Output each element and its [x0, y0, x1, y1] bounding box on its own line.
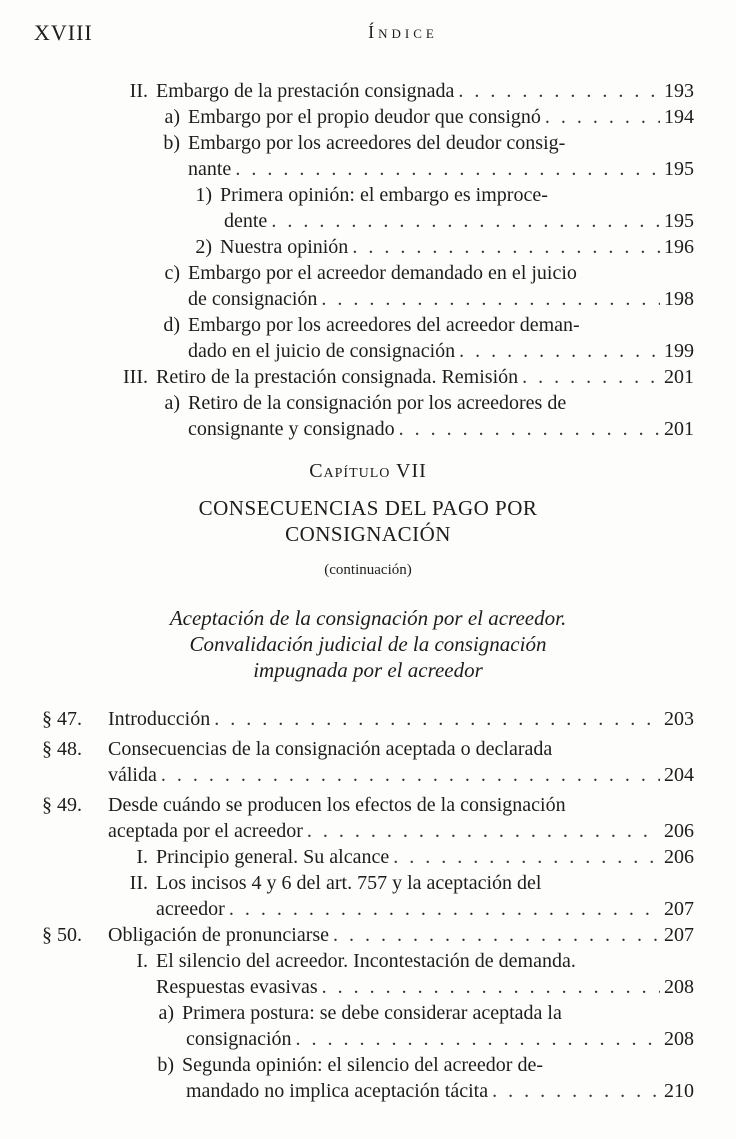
index-entry-line1	[146, 130, 565, 156]
leader-dots	[271, 208, 660, 234]
entry-page: 208	[664, 976, 694, 998]
index-entry-line1	[42, 736, 552, 762]
index-entry	[188, 416, 694, 442]
entry-text: Retiro de la prestación consignada. Remisión	[156, 366, 519, 388]
index-entry-line1	[146, 390, 566, 416]
leader-dots	[321, 286, 660, 312]
entry-page: 198	[664, 288, 694, 310]
index-entry	[188, 234, 694, 260]
entry-text: consignante y consignado	[188, 418, 395, 440]
index-entry	[188, 338, 694, 364]
leader-dots	[545, 104, 660, 130]
leader-dots	[333, 922, 660, 948]
entry-text: dado en el juicio de consignación	[188, 340, 456, 362]
chapter-heading: Capítulo VII	[309, 460, 427, 482]
index-entry-line1	[146, 312, 580, 338]
entry-label: 1)	[195, 184, 212, 206]
index-entry	[188, 156, 694, 182]
entry-text-line1: Los incisos 4 y 6 del art. 757 y la aceptación del	[156, 872, 542, 894]
entry-text: nante	[188, 158, 232, 180]
entry-text: Embargo de la prestación consignada	[156, 80, 455, 102]
entry-label: § 50.	[42, 924, 82, 946]
entry-page: 196	[664, 236, 694, 258]
entry-page: 203	[664, 708, 694, 730]
index-entry	[108, 818, 694, 844]
entry-label: b)	[157, 1054, 174, 1076]
entry-label: c)	[164, 262, 180, 284]
entry-text-line1: Segunda opinión: el silencio del acreedor de-	[182, 1054, 543, 1076]
leader-dots	[161, 762, 660, 788]
leader-dots	[322, 974, 660, 1000]
chapter-subtitle-line1: Aceptación de la consignación por el acreedor.	[169, 606, 567, 630]
chapter-subtitle-line2: Convalidación judicial de la consignación	[189, 632, 547, 656]
entry-label: III.	[123, 366, 148, 388]
leader-dots	[393, 844, 660, 870]
entry-text: aceptada por el acreedor	[108, 820, 303, 842]
chapter-continuation: (continuación)	[324, 562, 412, 578]
index-entry-line1	[114, 870, 541, 896]
entry-label: a)	[164, 106, 180, 128]
entry-text: consignación	[186, 1028, 292, 1050]
entry-page: 195	[664, 210, 694, 232]
entry-text: acreedor	[156, 898, 225, 920]
entry-page: 207	[664, 898, 694, 920]
entry-text: de consignación	[188, 288, 318, 310]
leader-dots	[399, 416, 660, 442]
index-entry-line1	[188, 182, 548, 208]
index-entry-line1	[150, 1052, 543, 1078]
entry-label: § 49.	[42, 794, 82, 816]
index-entry	[156, 974, 694, 1000]
entry-page: 208	[664, 1028, 694, 1050]
index-entry	[42, 706, 694, 732]
running-title: Índice	[368, 22, 438, 42]
entry-text: Embargo por el propio deudor que consignó	[188, 106, 541, 128]
entry-label: 2)	[195, 236, 212, 258]
entry-label: b)	[163, 132, 180, 154]
leader-dots	[214, 706, 660, 732]
index-entry	[146, 104, 694, 130]
entry-page: 201	[664, 366, 694, 388]
index-entry-line1	[150, 1000, 562, 1026]
leader-dots	[492, 1078, 660, 1104]
entry-page: 206	[664, 846, 694, 868]
entry-text: Nuestra opinión	[220, 236, 349, 258]
entry-label: a)	[158, 1002, 174, 1024]
index-entry	[224, 208, 694, 234]
index-entry	[42, 922, 694, 948]
entry-label: I.	[136, 846, 148, 868]
leader-dots	[458, 78, 660, 104]
index-entry	[106, 364, 694, 390]
entry-label: d)	[163, 314, 180, 336]
entry-label: I.	[136, 950, 148, 972]
entry-page: 207	[664, 924, 694, 946]
entry-page: 195	[664, 158, 694, 180]
leader-dots	[459, 338, 660, 364]
entry-label: § 47.	[42, 708, 82, 730]
entry-page: 210	[664, 1080, 694, 1102]
entry-text-line1: Retiro de la consignación por los acreedores de	[188, 392, 567, 414]
entry-page: 193	[664, 80, 694, 102]
entry-text-line1: Desde cuándo se producen los efectos de la consignación	[108, 794, 566, 816]
leader-dots	[522, 364, 660, 390]
index-entry	[186, 1078, 694, 1104]
index-entry	[112, 78, 694, 104]
chapter-subtitle-line3: impugnada por el acreedor	[253, 658, 483, 682]
entry-text-line1: Primera opinión: el embargo es improce-	[220, 184, 548, 206]
entry-text-line1: Embargo por el acreedor demandado en el juicio	[188, 262, 577, 284]
index-entry	[156, 896, 694, 922]
entry-text: mandado no implica aceptación tácita	[186, 1080, 489, 1102]
entry-page: 206	[664, 820, 694, 842]
entry-text: Introducción	[108, 708, 211, 730]
entry-text-line1: Primera postura: se debe considerar aceptada la	[182, 1002, 562, 1024]
leader-dots	[296, 1026, 660, 1052]
chapter-title-line1: CONSECUENCIAS DEL PAGO POR	[198, 496, 538, 520]
chapter-title-line2: CONSIGNACIÓN	[285, 522, 451, 546]
entry-text: Respuestas evasivas	[156, 976, 318, 998]
index-entry	[188, 286, 694, 312]
entry-page: 199	[664, 340, 694, 362]
entry-text: Obligación de pronunciarse	[108, 924, 330, 946]
index-entry	[186, 1026, 694, 1052]
entry-text: dente	[224, 210, 268, 232]
page-number: XVIII	[34, 20, 93, 45]
entry-page: 201	[664, 418, 694, 440]
leader-dots	[235, 156, 660, 182]
index-entry-line1	[146, 260, 577, 286]
entry-text-line1: Embargo por los acreedores del acreedor deman-	[188, 314, 580, 336]
index-entry-line1	[42, 792, 566, 818]
running-head	[0, 20, 736, 54]
leader-dots	[352, 234, 660, 260]
entry-page: 194	[664, 106, 694, 128]
entry-text-line1: Consecuencias de la consignación aceptada o declarada	[108, 738, 553, 760]
leader-dots	[307, 818, 660, 844]
entry-label: § 48.	[42, 738, 82, 760]
entry-text-line1: Embargo por los acreedores del deudor consig-	[188, 132, 566, 154]
entry-label: a)	[164, 392, 180, 414]
entry-text-line1: El silencio del acreedor. Incontestación de demanda.	[156, 950, 576, 972]
entry-text: Principio general. Su alcance	[156, 846, 390, 868]
leader-dots	[229, 896, 660, 922]
index-entry	[124, 844, 694, 870]
entry-label: II.	[129, 80, 148, 102]
index-entry	[108, 762, 694, 788]
index-entry-line1	[124, 948, 576, 974]
entry-page: 204	[664, 764, 694, 786]
entry-text: válida	[108, 764, 157, 786]
entry-label: II.	[129, 872, 148, 894]
